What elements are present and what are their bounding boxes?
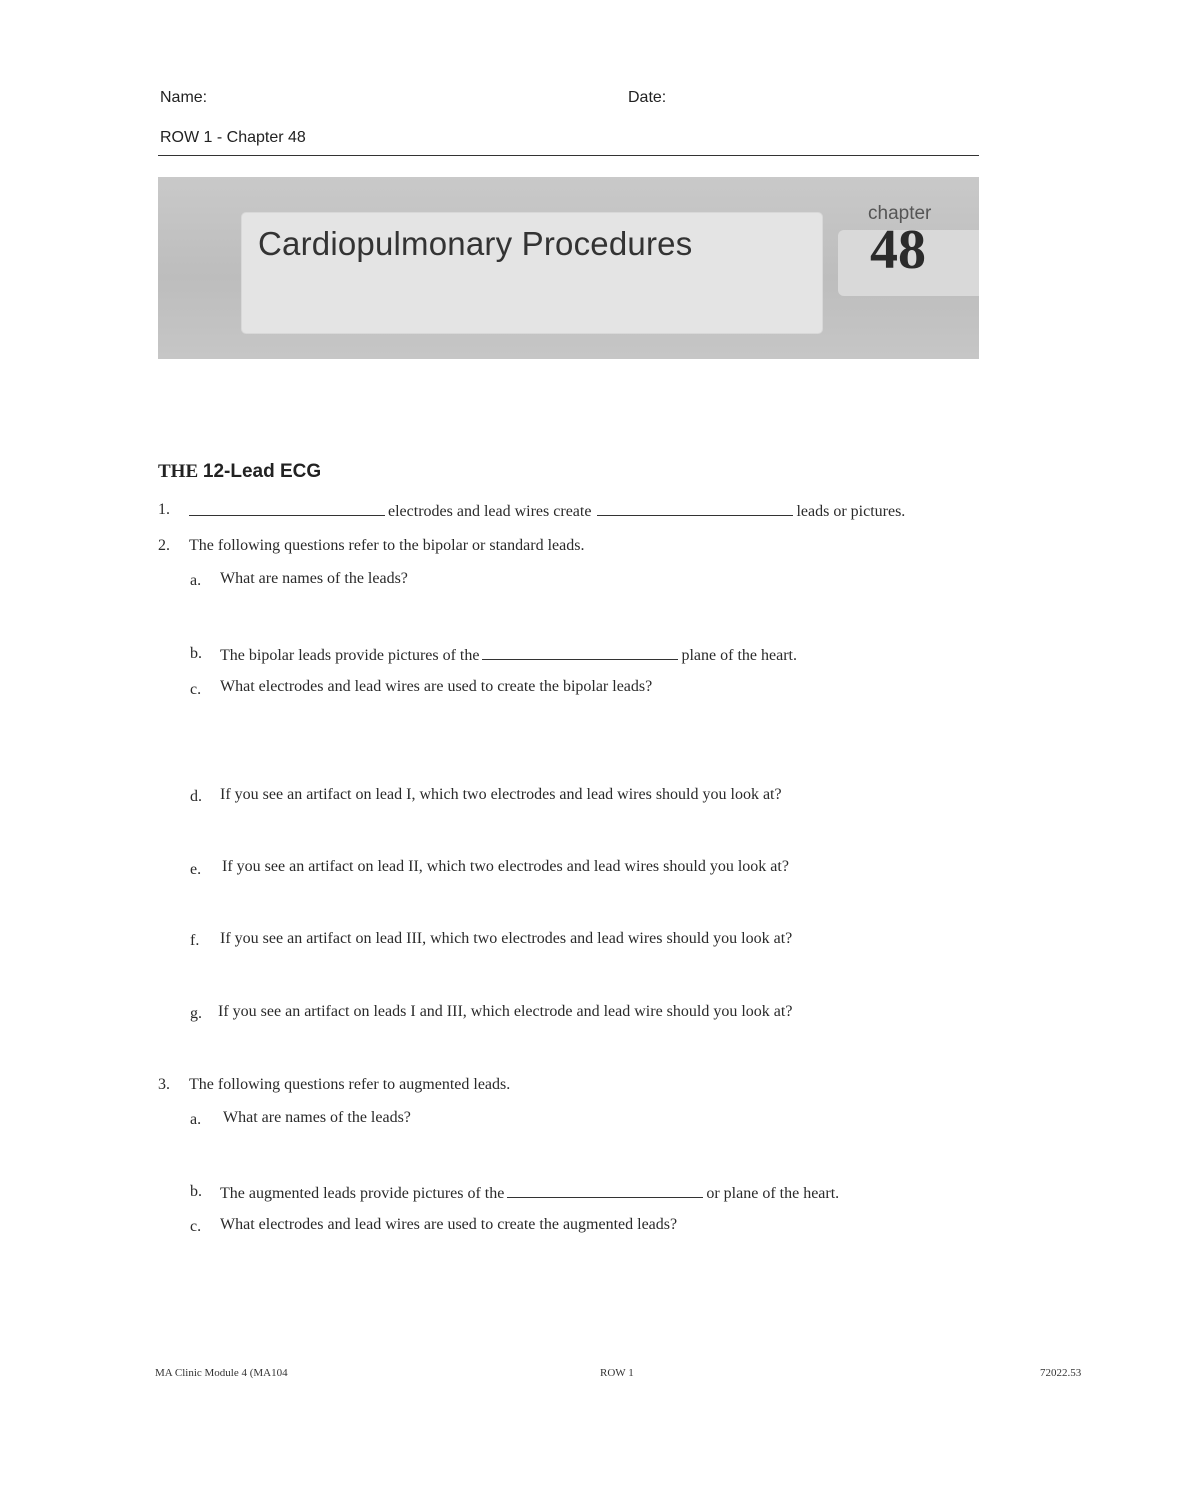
question-3a-text: What are names of the leads? [223, 1109, 411, 1126]
header-rule [158, 155, 979, 156]
name-label: Name: [160, 89, 208, 106]
question-2c-text: What electrodes and lead wires are used to create the bipolar leads? [220, 678, 653, 695]
question-2d-text: If you see an artifact on lead I, which two electrodes and lead wires should you look at? [220, 786, 782, 803]
question-2a-text: What are names of the leads? [220, 570, 408, 587]
footer-course: MA Clinic Module 4 (MA104 [155, 1367, 288, 1379]
chapter-number: 48 [870, 219, 926, 281]
question-1 [189, 501, 905, 521]
question-2a-letter: a. [190, 572, 202, 589]
footer-row: ROW 1 [600, 1367, 634, 1379]
section-heading-prefix: THE [158, 461, 199, 482]
question-3b-text-b: or plane of the heart. [706, 1185, 840, 1202]
date-label: Date: [628, 89, 667, 106]
question-3b-text-a: The augmented leads provide pictures of the [220, 1185, 505, 1202]
footer-code: 72022.53 [1040, 1367, 1082, 1379]
row-chapter-label: ROW 1 - Chapter 48 [160, 129, 306, 146]
question-2e-letter: e. [190, 861, 202, 878]
answer-blank[interactable] [597, 501, 793, 516]
question-2f-letter: f. [190, 932, 200, 949]
section-heading-title: 12-Lead ECG [202, 461, 322, 482]
question-3-text: The following questions refer to augmented leads. [189, 1076, 511, 1093]
question-2g-letter: g. [190, 1005, 202, 1022]
question-2f-text: If you see an artifact on lead III, which two electrodes and lead wires should you look at? [220, 930, 793, 947]
question-1-number: 1. [158, 501, 170, 518]
question-2b-letter: b. [190, 645, 202, 662]
question-3c-letter: c. [190, 1218, 202, 1235]
question-2b [220, 645, 797, 665]
question-2e-text: If you see an artifact on lead II, which two electrodes and lead wires should you look at? [222, 858, 789, 875]
question-1-text-a: electrodes and lead wires create [388, 503, 592, 520]
question-3c-text: What electrodes and lead wires are used to create the augmented leads? [220, 1216, 678, 1233]
question-1-text-b: leads or pictures. [796, 503, 906, 520]
answer-blank[interactable] [482, 645, 678, 660]
question-2-text: The following questions refer to the bipolar or standard leads. [189, 537, 585, 554]
question-3b-letter: b. [190, 1183, 202, 1200]
question-2b-text-b: plane of the heart. [681, 647, 797, 664]
question-2b-text-a: The bipolar leads provide pictures of the [220, 647, 480, 664]
chapter-word: chapter [868, 203, 932, 224]
question-2d-letter: d. [190, 788, 202, 805]
chapter-title: Cardiopulmonary Procedures [258, 225, 693, 262]
answer-blank[interactable] [189, 501, 385, 516]
answer-blank[interactable] [507, 1183, 703, 1198]
question-3-number: 3. [158, 1076, 170, 1093]
section-heading [158, 461, 321, 483]
question-2g-text: If you see an artifact on leads I and III, which electrode and lead wire should you look at? [218, 1003, 793, 1020]
question-2-number: 2. [158, 537, 170, 554]
question-2c-letter: c. [190, 681, 202, 698]
question-3b [220, 1183, 839, 1203]
question-3a-letter: a. [190, 1111, 202, 1128]
